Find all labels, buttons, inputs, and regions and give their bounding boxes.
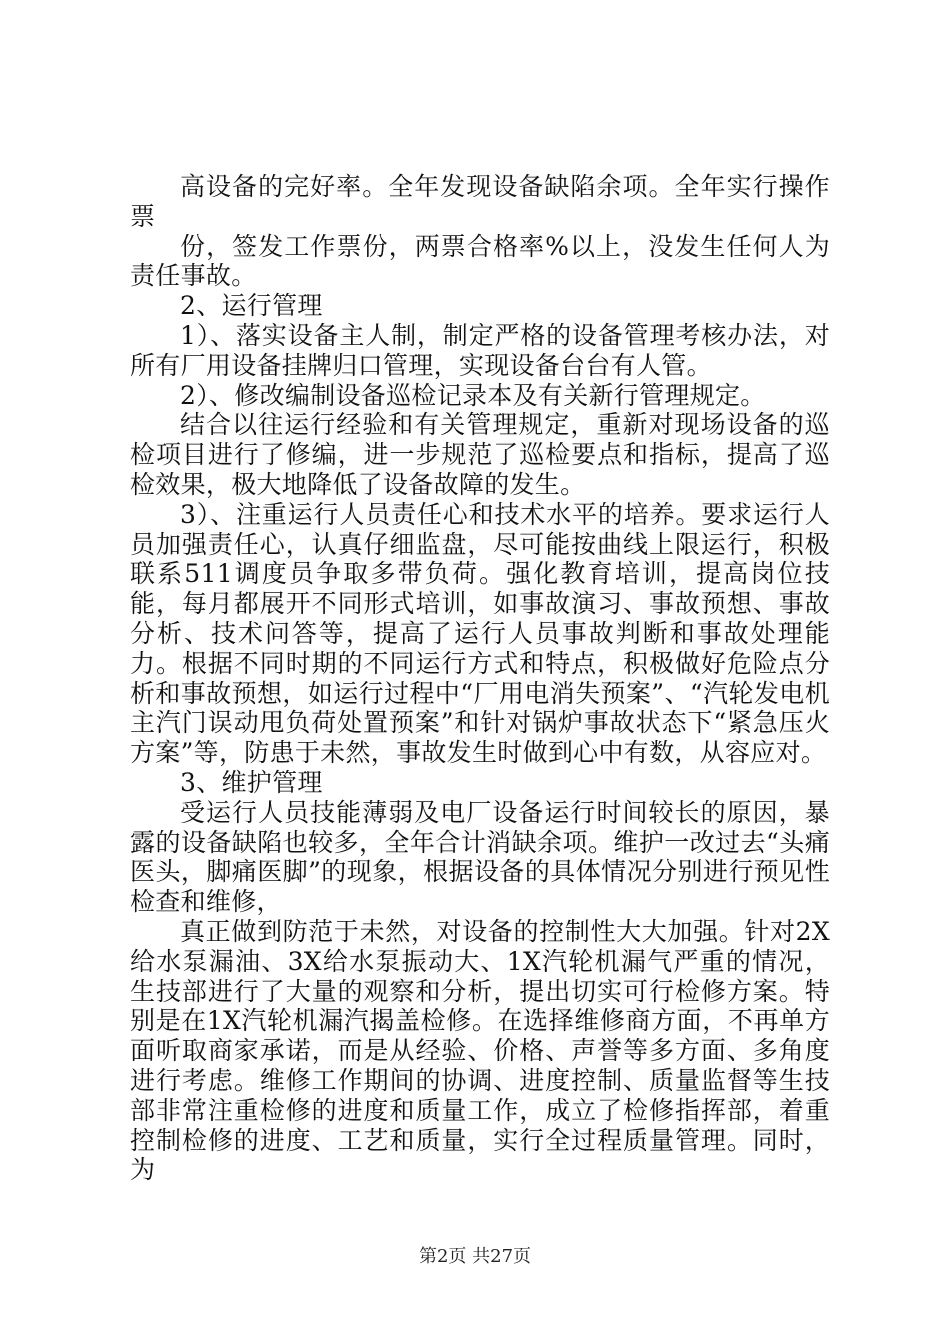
paragraph-8: 真正做到防范于未然，对设备的控制性大大加强。针对2X给水泵漏油、3X给水泵振动大、1X汽轮机漏气严重的情况，生技部进行了大量的观察和分析，提出切实可行检修方案。特别是在1X汽轮机漏汽揭盖检修。在选择维修商方面，不再单方面听取商家承诺，而是从经验、价格、声誉等多方面、多角度进行考虑。维修工作期间的协调、进度控制、质量监督等生技部非常注重检修的进度和质量工作，成立了检修指挥部，着重控制检修的进度、工艺和质量，实行全过程质量管理。同时，为 [130,916,830,1185]
paragraph-6: 3）、注重运行人员责任心和技术水平的培养。要求运行人员加强责任心，认真仔细监盘，尽可能按曲线上限运行，积极联系511调度员争取多带负荷。强化教育培训，提高岗位技能，每月都展开不同形式培训，如事故演习、事故预想、事故分析、技术问答等，提高了运行人员事故判断和事故处理能力。根据不同时期的不同运行方式和特点，积极做好危险点分析和事故预想，如运行过程中“厂用电消失预案”、“汽轮发电机主汽门误动甩负荷处置预案”和针对锅炉事故状态下“紧急压火方案”等，防患于未然，事故发生时做到心中有数，从容应对。 [130,499,830,768]
paragraph-1: 高设备的完好率。全年发现设备缺陷余项。全年实行操作票 [130,172,830,231]
paragraph-3: 1）、落实设备主人制，制定严格的设备管理考核办法，对所有厂用设备挂牌归口管理，实现设备台台有人管。 [130,320,830,380]
section-heading-maintenance: 3、维护管理 [180,767,323,797]
paragraph-2: 份，签发工作票份，两票合格率%以上，没发生任何人为责任事故。 [130,231,830,291]
section-heading-operation: 2、运行管理 [180,291,323,321]
page-number-label: 第2页 共27页 [418,1246,532,1267]
document-body [130,172,830,1185]
paragraph-4: 2）、修改编制设备巡检记录本及有关新行管理规定。 [180,380,766,410]
paragraph-5: 结合以往运行经验和有关管理规定，重新对现场设备的巡检项目进行了修编，进一步规范了巡检要点和指标，提高了巡检效果，极大地降低了设备故障的发生。 [130,410,830,499]
page-footer [0,1242,950,1268]
paragraph-7: 受运行人员技能薄弱及电厂设备运行时间较长的原因，暴露的设备缺陷也较多，全年合计消缺余项。维护一改过去“头痛医头，脚痛医脚”的现象，根据设备的具体情况分别进行预见性检查和维修， [130,797,830,917]
